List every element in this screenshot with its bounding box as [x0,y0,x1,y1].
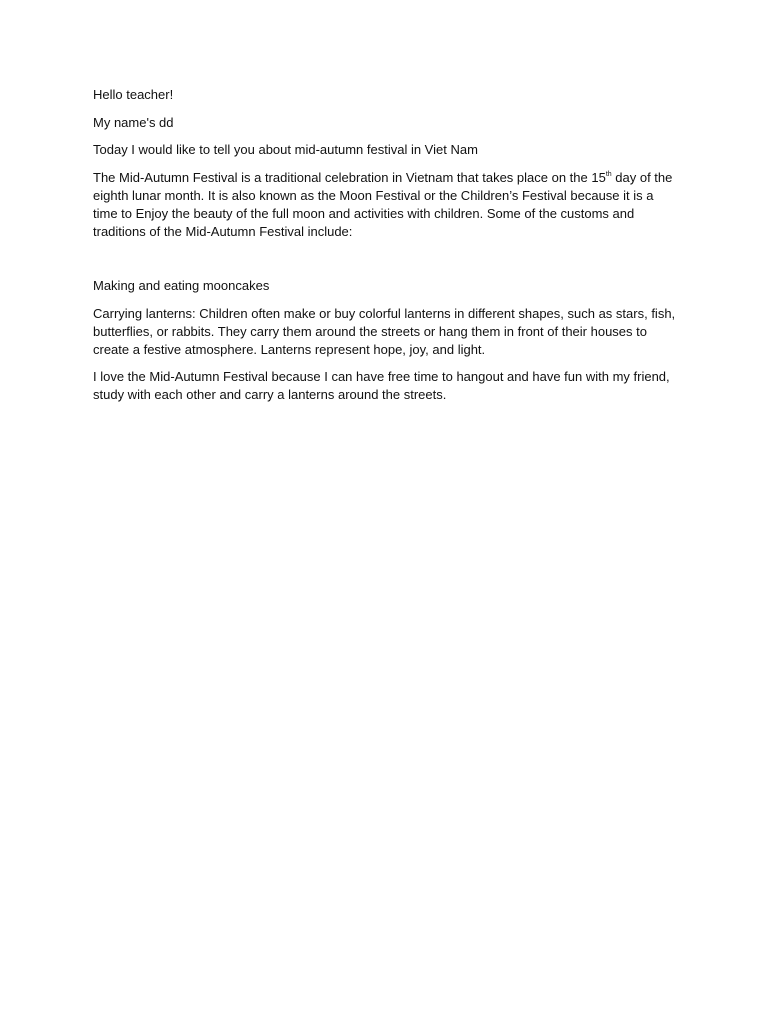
ordinal-superscript: th [605,170,612,178]
intro-paragraph: Today I would like to tell you about mid-autumn festival in Viet Nam [93,142,478,157]
festival-text-end: day of the eighth lunar month. It is also known as the Moon Festival or the Children’s Festival because it is a time to Enjoy the beauty of the full moon and activities with children. Some of the customs and traditions of the Mid-Autumn Festival include: [93,169,673,239]
greeting-paragraph: Hello teacher! [93,87,174,102]
mooncakes-paragraph: Making and eating mooncakes [93,278,270,293]
lanterns-paragraph: Carrying lanterns: Children often make or buy colorful lanterns in different shapes, such as stars, fish, butterflies, or rabbits. They carry them around the streets or hang them in front of their houses to create a festive atmosphere. Lanterns represent hope, joy, and light. [93,305,676,357]
empty-line [93,250,678,277]
document-body[interactable] [93,86,678,414]
closing-paragraph: I love the Mid-Autumn Festival because I can have free time to hangout and have fun with my friend, study with each other and carry a lanterns around the streets. [93,369,670,402]
festival-text-start: The Mid-Autumn Festival is a traditional celebration in Vietnam that takes place on the 15 [93,169,606,185]
name-paragraph: My name's dd [93,114,174,130]
festival-paragraph [93,169,678,241]
